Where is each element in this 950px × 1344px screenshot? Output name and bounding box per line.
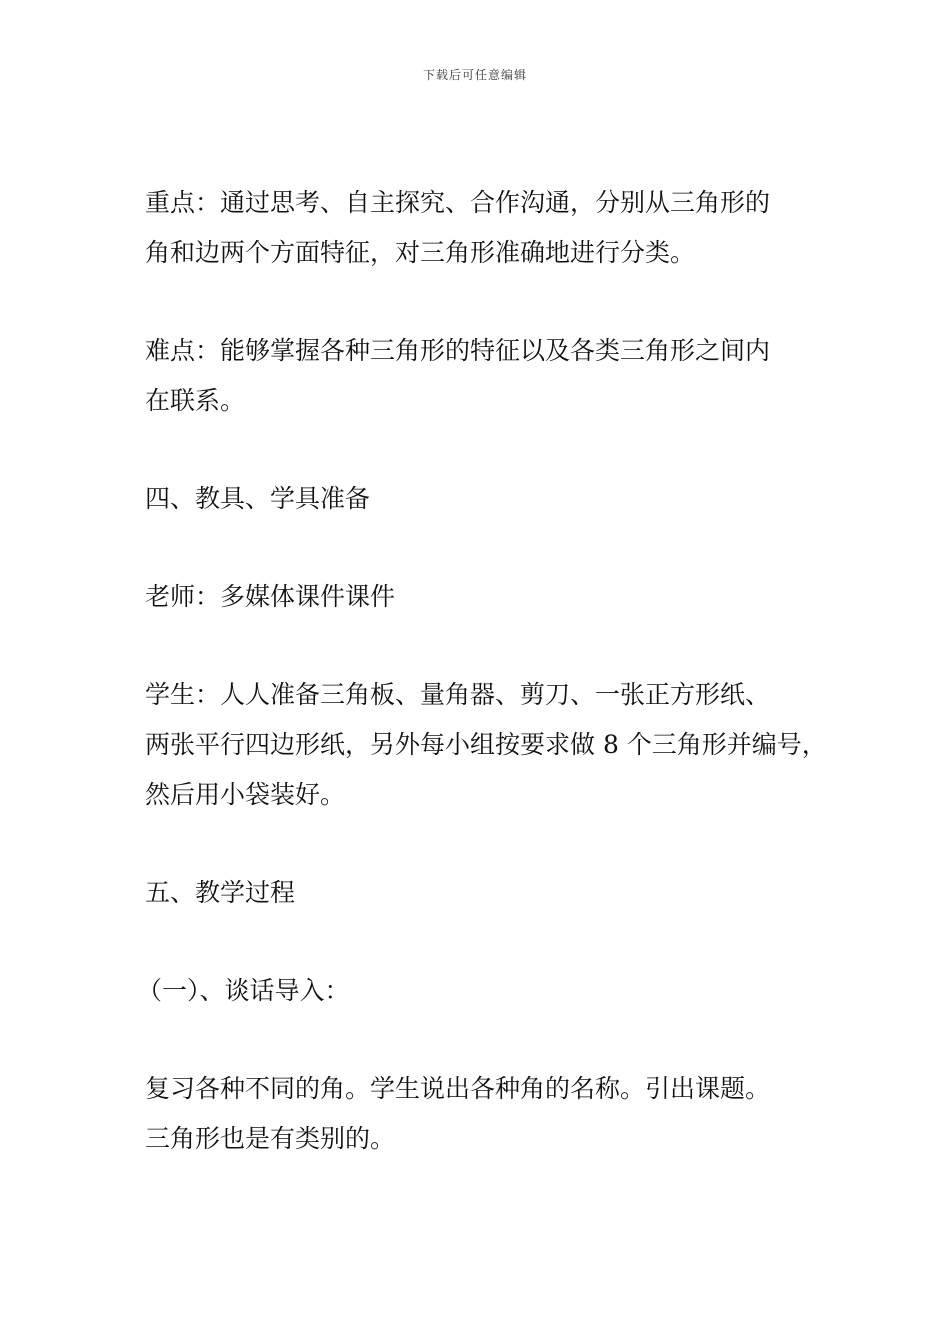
text-line: 三角形也是有类别的。 bbox=[145, 1124, 396, 1153]
paragraph-review bbox=[145, 1064, 825, 1164]
text-line: 难点：能够掌握各种三角形的特征以及各类三角形之间内 bbox=[145, 336, 771, 365]
text-line: 复习各种不同的角。学生说出各种角的名称。引出课题。 bbox=[145, 1074, 771, 1103]
text-line: 角和边两个方面特征，对三角形准确地进行分类。 bbox=[145, 238, 696, 267]
text-line: 然后用小袋装好。 bbox=[145, 780, 346, 809]
paragraph-teacher bbox=[145, 572, 825, 622]
text-line: 在联系。 bbox=[145, 386, 246, 415]
section-heading-materials bbox=[145, 474, 825, 524]
subsection-heading: （一）、谈话导入： bbox=[137, 976, 350, 1005]
section-heading: 四、教具、学具准备 bbox=[145, 484, 371, 513]
section-heading-process bbox=[145, 868, 825, 918]
document-body bbox=[137, 178, 827, 1164]
page-header: 下载后可任意编辑 bbox=[422, 68, 527, 82]
paragraph-difficulties bbox=[145, 326, 825, 426]
paragraph-students bbox=[145, 670, 825, 820]
text-line: 老师：多媒体课件课件 bbox=[145, 582, 396, 611]
subsection-heading-intro bbox=[137, 966, 825, 1016]
paragraph-key-points bbox=[145, 178, 825, 278]
text-line: 学生：人人准备三角板、量角器、剪刀、一张正方形纸、 bbox=[145, 680, 771, 709]
text-line: 重点：通过思考、自主探究、合作沟通，分别从三角形的 bbox=[145, 188, 771, 217]
text-line: 两张平行四边形纸，另外每小组按要求做 8 个三角形并编号， bbox=[145, 730, 827, 759]
section-heading: 五、教学过程 bbox=[145, 878, 296, 907]
